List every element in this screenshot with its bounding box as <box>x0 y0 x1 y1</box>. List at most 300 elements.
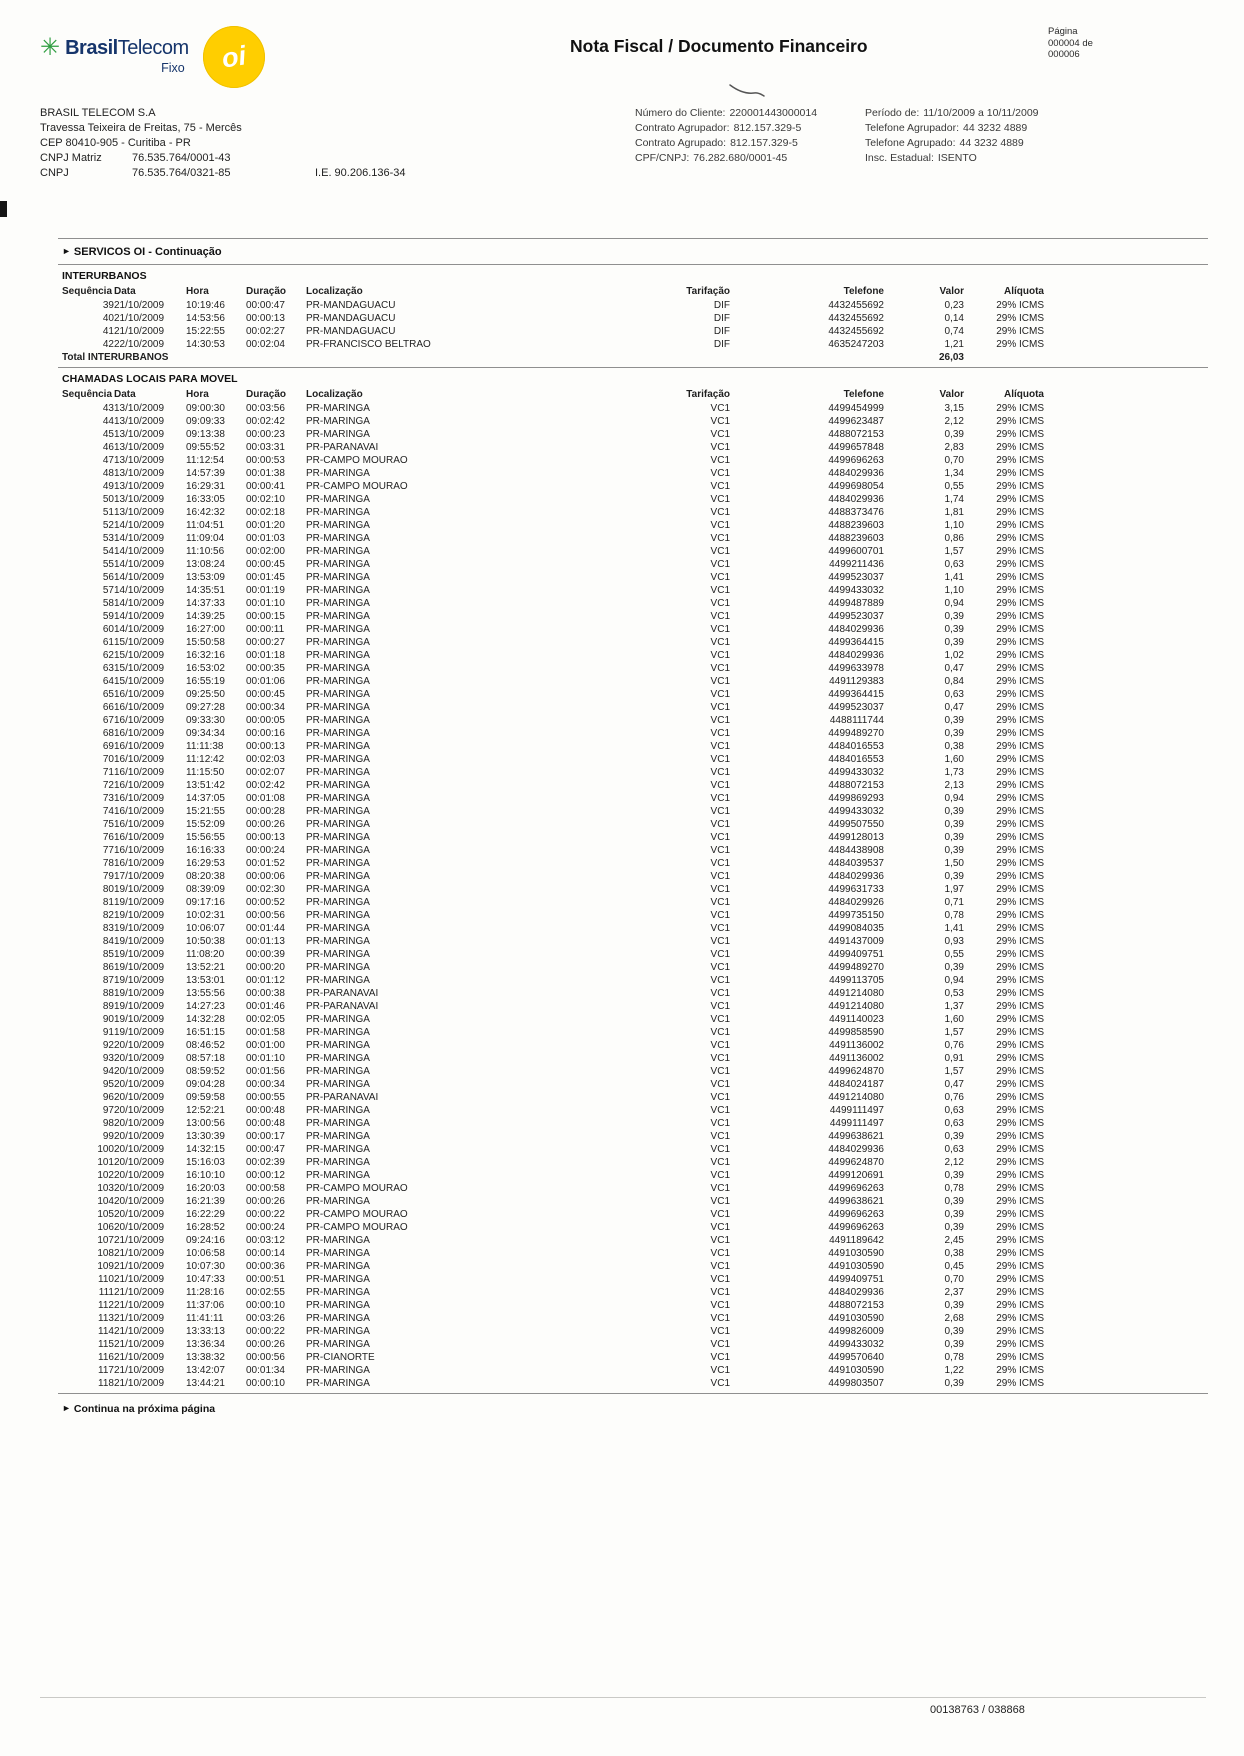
call-row <box>62 779 1044 792</box>
cell-telefone: 4499113705 <box>829 975 884 986</box>
cell-data: 21/10/2009 <box>114 1378 165 1389</box>
cell-tarifacao: DIF <box>713 339 730 350</box>
cell-valor: 1,50 <box>944 858 964 869</box>
cell-aliquota: 29% ICMS <box>996 585 1044 596</box>
cell-localizacao: PR-MARINGA <box>306 598 370 609</box>
table-section-title: CHAMADAS LOCAIS PARA MOVEL <box>62 373 238 385</box>
cell-telefone: 4491030590 <box>828 1261 884 1272</box>
cell-hora: 11:12:54 <box>186 455 225 466</box>
cell-tarifacao: VC1 <box>710 897 730 908</box>
client-info-column-1 <box>635 106 865 166</box>
cell-localizacao: PR-MARINGA <box>306 663 370 674</box>
cell-aliquota: 29% ICMS <box>996 1300 1044 1311</box>
cell-data: 19/10/2009 <box>114 988 165 999</box>
cell-valor: 0,47 <box>944 702 964 713</box>
cell-localizacao: PR-MARINGA <box>306 1378 370 1389</box>
cell-aliquota: 29% ICMS <box>996 1183 1044 1194</box>
cell-localizacao: PR-CAMPO MOURAO <box>306 455 408 466</box>
cell-valor: 2,45 <box>944 1235 964 1246</box>
cell-valor: 0,39 <box>944 1326 964 1337</box>
cell-telefone: 4499826009 <box>828 1326 884 1337</box>
client-info-value: 812.157.329-5 <box>733 122 802 134</box>
cell-tarifacao: VC1 <box>710 494 730 505</box>
cell-aliquota: 29% ICMS <box>996 754 1044 765</box>
cell-duracao: 00:00:13 <box>246 832 285 843</box>
cell-tarifacao: VC1 <box>710 923 730 934</box>
cell-data: 16/10/2009 <box>114 754 165 765</box>
cell-data: 19/10/2009 <box>114 1001 165 1012</box>
cell-duracao: 00:00:10 <box>246 1300 285 1311</box>
cell-duracao: 00:00:47 <box>246 300 285 311</box>
cell-localizacao: PR-MARINGA <box>306 1079 370 1090</box>
cell-aliquota: 29% ICMS <box>996 572 1044 583</box>
cell-data: 20/10/2009 <box>114 1040 165 1051</box>
cell-tarifacao: VC1 <box>710 1326 730 1337</box>
column-header-valor: Valor <box>939 389 964 400</box>
cell-tarifacao: VC1 <box>710 1300 730 1311</box>
cell-data: 16/10/2009 <box>114 832 165 843</box>
cell-data: 21/10/2009 <box>114 1261 165 1272</box>
cell-aliquota: 29% ICMS <box>996 1027 1044 1038</box>
cell-duracao: 00:00:58 <box>246 1183 285 1194</box>
call-row <box>62 312 1044 325</box>
cell-telefone: 4488072153 <box>828 429 884 440</box>
cell-seq: 102 <box>97 1170 114 1181</box>
column-header-hora: Hora <box>186 286 209 297</box>
cell-aliquota: 29% ICMS <box>996 832 1044 843</box>
cell-aliquota: 29% ICMS <box>996 702 1044 713</box>
cell-duracao: 00:02:42 <box>246 416 285 427</box>
cell-seq: 104 <box>97 1196 114 1207</box>
client-info-label: Insc. Estadual: <box>865 152 934 164</box>
cell-localizacao: PR-MARINGA <box>306 1235 370 1246</box>
cell-duracao: 00:00:55 <box>246 1092 285 1103</box>
call-row <box>62 1260 1044 1273</box>
cell-telefone: 4499869293 <box>828 793 884 804</box>
call-row <box>62 623 1044 636</box>
cell-tarifacao: VC1 <box>710 702 730 713</box>
cell-seq: 90 <box>102 1014 114 1025</box>
brasil-telecom-wordmark: BrasilTelecom <box>65 36 189 59</box>
cell-localizacao: PR-MARINGA <box>306 845 370 856</box>
cell-data: 19/10/2009 <box>114 884 165 895</box>
call-row <box>62 1325 1044 1338</box>
footer-divider <box>40 1697 1206 1698</box>
cell-seq: 94 <box>102 1066 114 1077</box>
cell-aliquota: 29% ICMS <box>996 741 1044 752</box>
cell-seq: 107 <box>97 1235 114 1246</box>
call-row <box>62 1026 1044 1039</box>
cell-tarifacao: VC1 <box>710 429 730 440</box>
cell-seq: 70 <box>102 754 114 765</box>
cell-hora: 13:08:24 <box>186 559 225 570</box>
oi-logo <box>203 26 265 88</box>
cell-hora: 13:44:21 <box>186 1378 225 1389</box>
cell-tarifacao: VC1 <box>710 910 730 921</box>
call-row <box>62 1078 1044 1091</box>
cell-seq: 101 <box>97 1157 114 1168</box>
column-header-row <box>62 387 1044 402</box>
cell-seq: 79 <box>102 871 114 882</box>
cell-hora: 09:09:33 <box>186 416 225 427</box>
cell-seq: 91 <box>102 1027 114 1038</box>
cell-localizacao: PR-MARINGA <box>306 1014 370 1025</box>
cell-data: 20/10/2009 <box>114 1144 165 1155</box>
cell-localizacao: PR-MARINGA <box>306 676 370 687</box>
cell-aliquota: 29% ICMS <box>996 1287 1044 1298</box>
cell-localizacao: PR-MARINGA <box>306 585 370 596</box>
cell-hora: 16:27:00 <box>186 624 225 635</box>
cell-aliquota: 29% ICMS <box>996 715 1044 726</box>
cell-valor: 0,39 <box>944 1378 964 1389</box>
cnpj-value: 76.535.764/0321-85 <box>132 167 231 179</box>
call-row <box>62 688 1044 701</box>
cell-data: 14/10/2009 <box>114 520 165 531</box>
call-row <box>62 740 1044 753</box>
cell-hora: 16:20:03 <box>186 1183 225 1194</box>
cell-duracao: 00:00:34 <box>246 1079 285 1090</box>
service-detail-band <box>58 238 1208 1415</box>
cell-valor: 0,94 <box>944 975 964 986</box>
call-row <box>62 597 1044 610</box>
cell-hora: 11:09:04 <box>186 533 225 544</box>
cell-duracao: 00:02:30 <box>246 884 285 895</box>
cell-data: 21/10/2009 <box>114 326 165 337</box>
cell-valor: 0,55 <box>944 949 964 960</box>
cell-hora: 09:24:16 <box>186 1235 225 1246</box>
cell-seq: 118 <box>98 1378 114 1389</box>
cell-tarifacao: VC1 <box>710 585 730 596</box>
cell-seq: 84 <box>102 936 114 947</box>
cell-valor: 0,14 <box>944 313 964 324</box>
cell-aliquota: 29% ICMS <box>996 858 1044 869</box>
cell-data: 16/10/2009 <box>114 728 165 739</box>
client-info-value: 44 3232 4889 <box>959 137 1024 149</box>
company-address-line2: CEP 80410-905 - Curitiba - PR <box>40 137 191 149</box>
cell-localizacao: PR-MARINGA <box>306 728 370 739</box>
cell-aliquota: 29% ICMS <box>996 507 1044 518</box>
cell-hora: 11:37:06 <box>186 1300 225 1311</box>
cell-tarifacao: VC1 <box>710 962 730 973</box>
cell-duracao: 00:00:11 <box>246 624 285 635</box>
cell-aliquota: 29% ICMS <box>996 962 1044 973</box>
call-row <box>62 961 1044 974</box>
cell-duracao: 00:00:26 <box>246 819 285 830</box>
cell-duracao: 00:01:03 <box>246 533 285 544</box>
scan-artifact-mark <box>728 82 770 98</box>
cell-data: 13/10/2009 <box>114 442 165 453</box>
cell-duracao: 00:01:10 <box>246 598 285 609</box>
cell-tarifacao: VC1 <box>710 598 730 609</box>
cnpj-label: CNPJ <box>40 167 69 179</box>
cell-data: 20/10/2009 <box>114 1183 165 1194</box>
cell-hora: 16:51:15 <box>186 1027 225 1038</box>
cell-localizacao: PR-MARINGA <box>306 936 370 947</box>
cell-duracao: 00:01:45 <box>246 572 285 583</box>
cell-data: 13/10/2009 <box>114 481 165 492</box>
calls-table <box>62 284 1044 364</box>
cell-localizacao: PR-FRANCISCO BELTRAO <box>306 339 431 350</box>
cell-valor: 1,41 <box>944 572 964 583</box>
cell-data: 16/10/2009 <box>114 806 165 817</box>
column-header-row <box>62 284 1044 299</box>
call-row <box>62 844 1044 857</box>
cell-localizacao: PR-MARINGA <box>306 1300 370 1311</box>
cell-telefone: 4499600701 <box>828 546 884 557</box>
cell-valor: 0,39 <box>944 1300 964 1311</box>
cell-tarifacao: VC1 <box>710 546 730 557</box>
cell-tarifacao: VC1 <box>710 559 730 570</box>
call-row <box>62 338 1044 351</box>
cell-data: 14/10/2009 <box>114 533 165 544</box>
cell-data: 14/10/2009 <box>114 559 165 570</box>
cell-duracao: 00:02:10 <box>246 494 285 505</box>
cell-telefone: 4499858590 <box>828 1027 884 1038</box>
cell-valor: 0,39 <box>944 845 964 856</box>
cell-tarifacao: VC1 <box>710 676 730 687</box>
cell-hora: 11:11:38 <box>186 741 224 752</box>
cell-seq: 72 <box>102 780 114 791</box>
cell-seq: 111 <box>98 1287 114 1298</box>
cell-seq: 116 <box>98 1352 114 1363</box>
cell-telefone: 4499409751 <box>828 1274 884 1285</box>
cell-seq: 77 <box>102 845 114 856</box>
cell-localizacao: PR-MARINGA <box>306 1066 370 1077</box>
cell-localizacao: PR-MARINGA <box>306 507 370 518</box>
cell-aliquota: 29% ICMS <box>996 455 1044 466</box>
cell-telefone: 4499523037 <box>828 611 884 622</box>
cell-tarifacao: VC1 <box>710 1248 730 1259</box>
cell-data: 21/10/2009 <box>114 1339 165 1350</box>
page-counter-total: 000006 <box>1048 49 1080 60</box>
cell-data: 16/10/2009 <box>114 702 165 713</box>
call-row <box>62 766 1044 779</box>
cell-localizacao: PR-MARINGA <box>306 897 370 908</box>
cell-aliquota: 29% ICMS <box>996 598 1044 609</box>
column-header-data: Data <box>114 286 136 297</box>
call-row <box>62 1104 1044 1117</box>
cell-telefone: 4484016553 <box>828 754 884 765</box>
cell-telefone: 4491214080 <box>828 1001 884 1012</box>
cell-hora: 14:57:39 <box>186 468 225 479</box>
call-row <box>62 857 1044 870</box>
cell-aliquota: 29% ICMS <box>996 1105 1044 1116</box>
cell-telefone: 4491140023 <box>829 1014 884 1025</box>
call-row <box>62 1312 1044 1325</box>
cell-data: 16/10/2009 <box>114 689 165 700</box>
cell-telefone: 4484029936 <box>828 1144 884 1155</box>
cell-aliquota: 29% ICMS <box>996 988 1044 999</box>
cell-valor: 2,68 <box>944 1313 964 1324</box>
cell-data: 20/10/2009 <box>114 1170 165 1181</box>
cell-duracao: 00:02:07 <box>246 767 285 778</box>
call-row <box>62 428 1044 441</box>
cell-data: 21/10/2009 <box>114 1300 165 1311</box>
cell-duracao: 00:00:36 <box>246 1261 285 1272</box>
cell-valor: 0,39 <box>944 429 964 440</box>
cell-duracao: 00:00:39 <box>246 949 285 960</box>
cell-data: 19/10/2009 <box>114 1027 165 1038</box>
calls-table-section <box>58 367 1208 1394</box>
cell-seq: 69 <box>102 741 114 752</box>
calls-table-section <box>58 264 1208 367</box>
cell-valor: 1,02 <box>944 650 964 661</box>
cell-localizacao: PR-MARINGA <box>306 806 370 817</box>
cell-valor: 0,39 <box>944 1339 964 1350</box>
cell-hora: 08:59:52 <box>186 1066 225 1077</box>
cell-tarifacao: VC1 <box>710 403 730 414</box>
cell-hora: 16:32:16 <box>186 650 225 661</box>
cell-duracao: 00:00:12 <box>246 1170 285 1181</box>
cell-aliquota: 29% ICMS <box>996 975 1044 986</box>
cell-hora: 09:00:30 <box>186 403 225 414</box>
cell-tarifacao: VC1 <box>710 533 730 544</box>
cell-duracao: 00:01:00 <box>246 1040 285 1051</box>
cell-hora: 11:28:16 <box>186 1287 225 1298</box>
cell-valor: 0,78 <box>944 1183 964 1194</box>
cell-aliquota: 29% ICMS <box>996 326 1044 337</box>
cell-valor: 1,10 <box>944 585 964 596</box>
cell-duracao: 00:00:20 <box>246 962 285 973</box>
cell-telefone: 4499489270 <box>828 962 884 973</box>
cell-telefone: 4499638621 <box>828 1196 884 1207</box>
cell-localizacao: PR-MARINGA <box>306 975 370 986</box>
cell-localizacao: PR-MARINGA <box>306 1040 370 1051</box>
cell-tarifacao: VC1 <box>710 819 730 830</box>
calls-table <box>62 387 1044 1390</box>
cell-telefone: 4484029926 <box>828 897 884 908</box>
cell-hora: 14:39:25 <box>186 611 225 622</box>
cell-valor: 0,94 <box>944 598 964 609</box>
cell-duracao: 00:00:56 <box>246 1352 285 1363</box>
cell-tarifacao: VC1 <box>710 468 730 479</box>
cell-telefone: 4491214080 <box>828 988 884 999</box>
company-name: BRASIL TELECOM S.A <box>40 107 156 119</box>
cell-hora: 11:08:20 <box>186 949 225 960</box>
client-info-label: Número do Cliente: <box>635 107 726 119</box>
cell-hora: 10:19:46 <box>186 300 225 311</box>
cell-valor: 0,63 <box>944 1118 964 1129</box>
cell-localizacao: PR-CAMPO MOURAO <box>306 1209 408 1220</box>
cell-telefone: 4499657848 <box>828 442 884 453</box>
call-row <box>62 415 1044 428</box>
cell-seq: 57 <box>102 585 114 596</box>
client-info-value: 220001443000014 <box>729 107 818 119</box>
cell-valor: 1,57 <box>944 546 964 557</box>
cell-localizacao: PR-MARINGA <box>306 1287 370 1298</box>
cell-localizacao: PR-MARINGA <box>306 1326 370 1337</box>
cell-duracao: 00:02:03 <box>246 754 285 765</box>
cell-telefone: 4491136002 <box>829 1053 884 1064</box>
cell-localizacao: PR-MARINGA <box>306 1170 370 1181</box>
continuation-text: Continua na próxima página <box>73 1403 216 1415</box>
cell-telefone: 4499120691 <box>828 1170 884 1181</box>
cell-data: 16/10/2009 <box>114 715 165 726</box>
cell-duracao: 00:00:56 <box>246 910 285 921</box>
cell-aliquota: 29% ICMS <box>996 1235 1044 1246</box>
cell-duracao: 00:01:10 <box>246 1053 285 1064</box>
cell-tarifacao: VC1 <box>710 754 730 765</box>
cell-valor: 0,53 <box>944 988 964 999</box>
call-row <box>62 1091 1044 1104</box>
client-info-row <box>635 121 865 136</box>
cell-tarifacao: VC1 <box>710 689 730 700</box>
cell-telefone: 4491214080 <box>828 1092 884 1103</box>
brasil-telecom-star-icon: ✳ <box>40 34 61 61</box>
cell-hora: 09:34:34 <box>186 728 225 739</box>
cell-hora: 10:50:38 <box>186 936 225 947</box>
cell-telefone: 4499698054 <box>828 481 884 492</box>
cell-tarifacao: VC1 <box>710 1339 730 1350</box>
cell-aliquota: 29% ICMS <box>996 624 1044 635</box>
cell-hora: 14:30:53 <box>186 339 225 350</box>
cell-seq: 82 <box>102 910 114 921</box>
column-header-localizacao: Localização <box>306 389 363 400</box>
cell-hora: 16:42:32 <box>186 507 225 518</box>
cell-duracao: 00:00:26 <box>246 1196 285 1207</box>
client-info-column-2 <box>865 106 1039 166</box>
cell-hora: 13:52:21 <box>186 962 225 973</box>
client-info-row <box>865 106 1039 121</box>
cell-localizacao: PR-MARINGA <box>306 1365 370 1376</box>
cell-hora: 12:52:21 <box>186 1105 225 1116</box>
cell-telefone: 4499111497 <box>829 1105 884 1116</box>
call-row <box>62 831 1044 844</box>
cell-valor: 0,39 <box>944 1196 964 1207</box>
cell-aliquota: 29% ICMS <box>996 728 1044 739</box>
cell-tarifacao: VC1 <box>710 884 730 895</box>
column-header-tarifacao: Tarifação <box>686 389 730 400</box>
cell-telefone: 4491129383 <box>829 676 884 687</box>
cell-valor: 0,76 <box>944 1092 964 1103</box>
cell-valor: 1,37 <box>944 1001 964 1012</box>
cell-hora: 15:56:55 <box>186 832 225 843</box>
cell-localizacao: PR-MARINGA <box>306 1339 370 1350</box>
cell-duracao: 00:00:45 <box>246 559 285 570</box>
cell-telefone: 4488239603 <box>828 533 884 544</box>
cell-aliquota: 29% ICMS <box>996 533 1044 544</box>
call-row <box>62 675 1044 688</box>
cell-seq: 64 <box>102 676 114 687</box>
cell-tarifacao: VC1 <box>710 520 730 531</box>
cell-seq: 73 <box>102 793 114 804</box>
call-row <box>62 1195 1044 1208</box>
cell-seq: 113 <box>98 1313 114 1324</box>
cell-localizacao: PR-CAMPO MOURAO <box>306 481 408 492</box>
cell-hora: 08:57:18 <box>186 1053 225 1064</box>
cell-seq: 109 <box>97 1261 114 1272</box>
table-section-title: INTERURBANOS <box>62 270 147 282</box>
cell-hora: 13:53:09 <box>186 572 225 583</box>
cell-aliquota: 29% ICMS <box>996 1274 1044 1285</box>
company-cnpj-matriz-row <box>40 151 406 166</box>
cell-valor: 0,39 <box>944 624 964 635</box>
cell-localizacao: PR-MARINGA <box>306 1053 370 1064</box>
cell-tarifacao: VC1 <box>710 871 730 882</box>
cell-aliquota: 29% ICMS <box>996 546 1044 557</box>
cell-seq: 103 <box>97 1183 114 1194</box>
cell-aliquota: 29% ICMS <box>996 1118 1044 1129</box>
cell-hora: 16:21:39 <box>186 1196 225 1207</box>
cell-tarifacao: DIF <box>713 326 730 337</box>
cell-localizacao: PR-MARINGA <box>306 962 370 973</box>
cell-localizacao: PR-MARINGA <box>306 780 370 791</box>
cell-hora: 14:37:05 <box>186 793 225 804</box>
cell-aliquota: 29% ICMS <box>996 481 1044 492</box>
cell-telefone: 4484029936 <box>828 494 884 505</box>
cell-seq: 58 <box>102 598 114 609</box>
cell-aliquota: 29% ICMS <box>996 1365 1044 1376</box>
